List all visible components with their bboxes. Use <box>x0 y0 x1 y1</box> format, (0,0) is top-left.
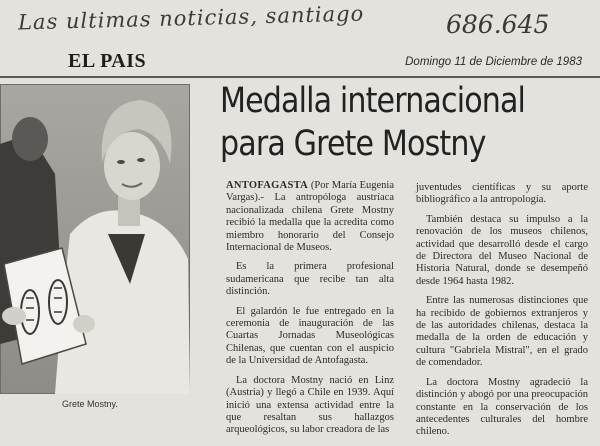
article-paragraph-3: El galardón le fue entregado en la ceremonia de inauguración de las Cuartas Jornadas Museológicas Chilenas, que cuentan con el auspicio de la Universidad de Antofagasta. <box>226 305 394 367</box>
issue-date: Domingo 11 de Diciembre de 1983 <box>405 56 582 68</box>
portrait-photo <box>0 84 190 394</box>
handwritten-source-note: Las ultimas noticias, santiago <box>17 1 365 35</box>
article-paragraph-7: Entre las numerosas distinciones que ha recibido de gobiernos extranjeros y de las autoridades chilenas, destaca la medalla de la orden de educación y cultura "Gabriela Mistral", en el grado de comendador. <box>416 295 588 369</box>
headline-line-2: para Grete Mostny <box>220 124 486 164</box>
article-paragraph-4: La doctora Mostny nació en Linz (Austria) y llegó a Chile en 1939. Aquí inició una extensa actividad entre la que resaltan sus hallazgos arqueológicos, su labor creadora de las <box>226 374 394 436</box>
headline-line-1: Medalla internacional <box>220 81 526 121</box>
article-dateline: ANTOFAGASTA <box>226 180 309 191</box>
portrait-photo-illustration <box>0 84 190 394</box>
photo-caption: Grete Mostny. <box>62 399 118 409</box>
article-headline <box>220 80 538 166</box>
article-column-1 <box>226 180 394 444</box>
header-rule <box>0 76 600 78</box>
article-paragraph-6: También destaca su impulso a la renovación de los museos chilenos, actividad que desarrolló desde el cargo de Directora del Museo Nacional de Historia Natural, donde se desempeñó desde 1964 hasta 1982. <box>416 213 588 287</box>
article-paragraph-1-body: La antropóloga austríaca nacionalizada chilena Grete Mostny recibió la medalla que la acredita como miembro honorario del Consejo Internacional de Museos. <box>226 192 394 254</box>
newspaper-masthead: EL PAIS <box>68 50 147 72</box>
article-paragraph-5: juventudes científicas y su aporte bibliográfico a la antropología. <box>416 182 588 206</box>
article-paragraph-1 <box>226 180 394 254</box>
article-paragraph-2: Es la primera profesional sudamericana que recibe tan alta distinción. <box>226 261 394 298</box>
handwritten-archive-number: 686.645 <box>446 10 550 39</box>
article-paragraph-8: La doctora Mostny agradeció la distinción y abogó por una preocupación constante en la conservación de los antecedentes culturales del hombre chileno. <box>416 376 588 438</box>
article-column-2 <box>416 182 588 446</box>
article-byline: (Por María Eugenia Vargas).- <box>226 180 394 204</box>
